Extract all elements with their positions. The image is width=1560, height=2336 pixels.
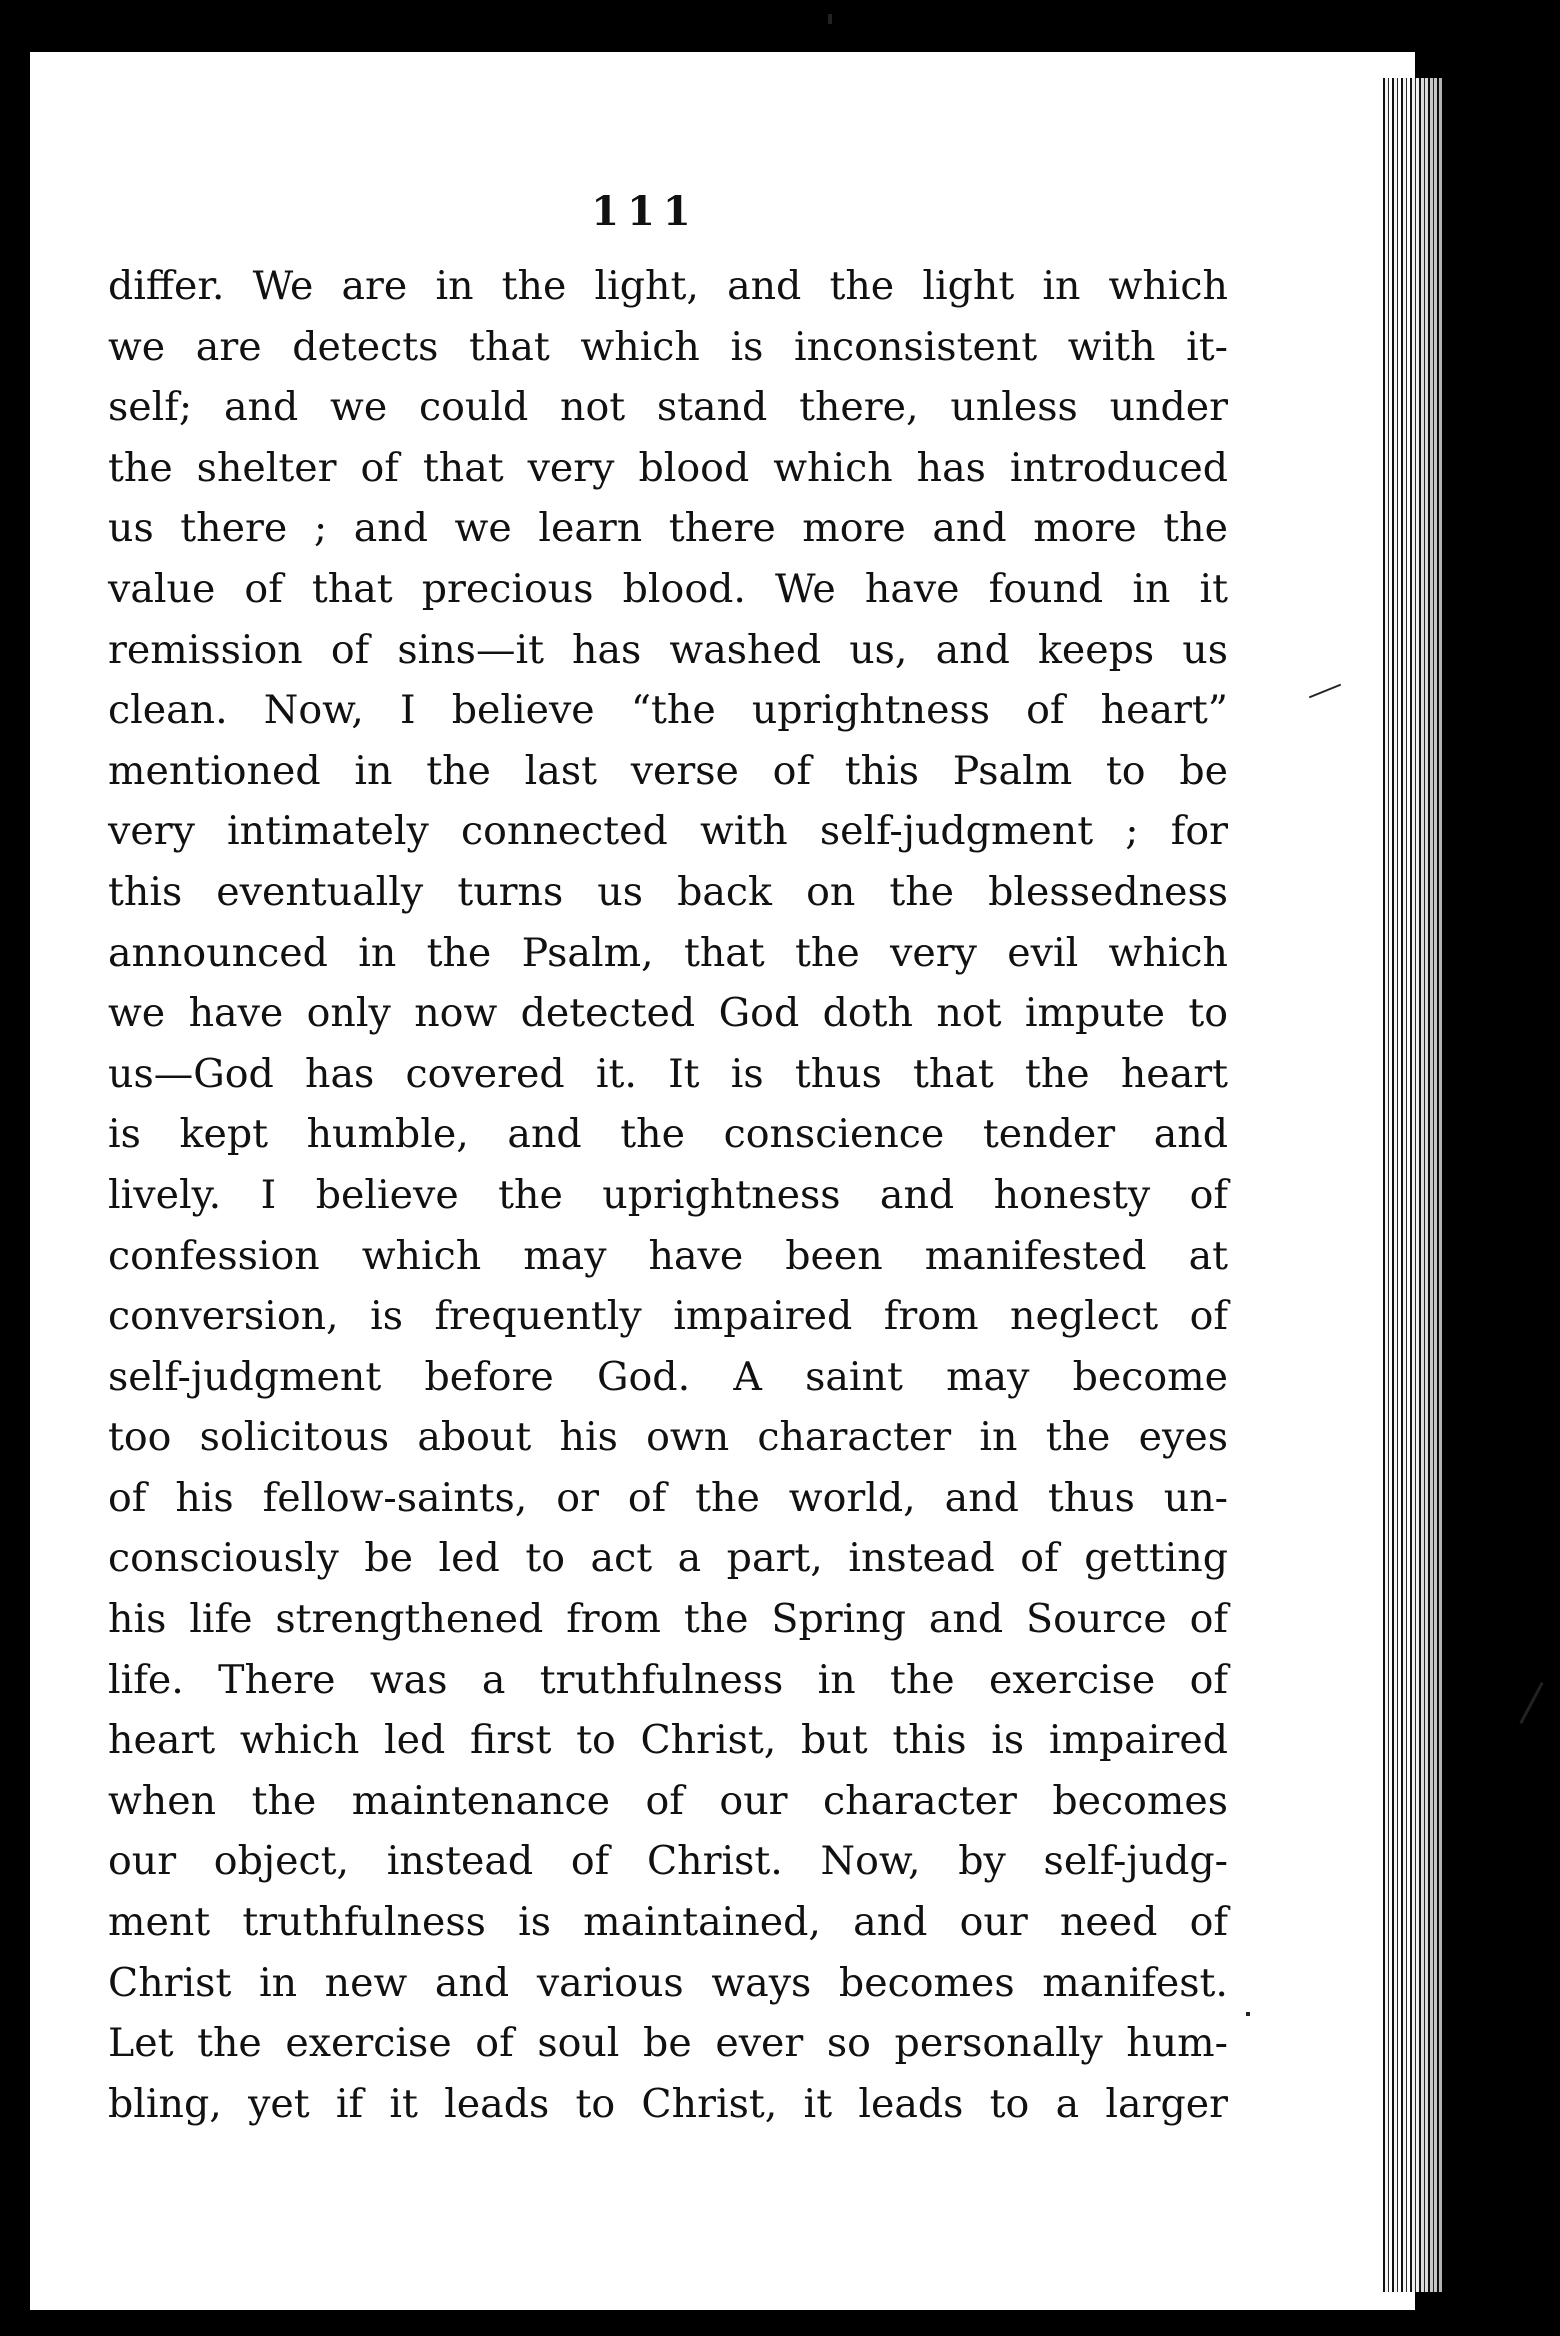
text-line: the shelter of that very blood which has introduced <box>108 444 1228 491</box>
text-line: Let the exercise of soul be ever so personally hum- <box>108 2020 1228 2067</box>
text-line: ment truthfulness is maintained, and our need of <box>108 1899 1228 1946</box>
text-line: conversion, is frequently impaired from neglect of <box>108 1293 1228 1340</box>
text-line: clean. Now, I believe “the uprightness of heart” <box>108 687 1228 734</box>
text-line: announced in the Psalm, that the very evil which <box>108 929 1228 976</box>
page-number: 111 <box>591 188 699 235</box>
text-line: self-judgment before God. A saint may become <box>108 1353 1228 1400</box>
text-line: life. There was a truthfulness in the exercise of <box>108 1656 1228 1703</box>
scan-speck <box>828 14 832 24</box>
text-line: of his fellow-saints, or of the world, and thus un- <box>108 1474 1228 1521</box>
text-line: too solicitous about his own character in the eyes <box>108 1414 1228 1461</box>
text-line: us—God has covered it. It is thus that the heart <box>108 1050 1228 1097</box>
text-line: when the maintenance of our character becomes <box>108 1777 1228 1824</box>
text-line: us there ; and we learn there more and more the <box>108 505 1228 552</box>
scan-speck <box>1519 1682 1543 1724</box>
text-line: we are detects that which is inconsistent with it- <box>108 323 1228 370</box>
text-line: heart which led first to Christ, but this is impaired <box>108 1717 1228 1764</box>
text-line: bling, yet if it leads to Christ, it leads to a larger <box>108 2080 1228 2127</box>
text-line: this eventually turns us back on the blessedness <box>108 868 1228 915</box>
text-line: differ. We are in the light, and the light in which <box>108 263 1228 309</box>
text-line: lively. I believe the uprightness and honesty of <box>108 1171 1228 1218</box>
text-line: consciously be led to act a part, instead of getting <box>108 1535 1228 1582</box>
text-line: very intimately connected with self-judgment ; for <box>108 808 1228 855</box>
text-line: confession which may have been manifested at <box>108 1232 1228 1279</box>
text-line: self; and we could not stand there, unless under <box>108 384 1228 431</box>
text-line: we have only now detected God doth not impute to <box>108 990 1228 1037</box>
text-line: remission of sins—it has washed us, and keeps us <box>108 626 1228 673</box>
text-line: mentioned in the last verse of this Psalm to be <box>108 747 1228 794</box>
page-edge-shadow <box>1410 78 1450 2292</box>
text-line: value of that precious blood. We have found in it <box>108 565 1228 612</box>
body-text <box>108 256 1228 2134</box>
text-line: is kept humble, and the conscience tender and <box>108 1111 1228 1158</box>
scan-speck <box>1246 2012 1250 2016</box>
text-line: his life strengthened from the Spring and Source of <box>108 1596 1228 1643</box>
text-line: Christ in new and various ways becomes manifest. <box>108 1959 1228 2006</box>
text-line: our object, instead of Christ. Now, by self-judg- <box>108 1838 1228 1885</box>
